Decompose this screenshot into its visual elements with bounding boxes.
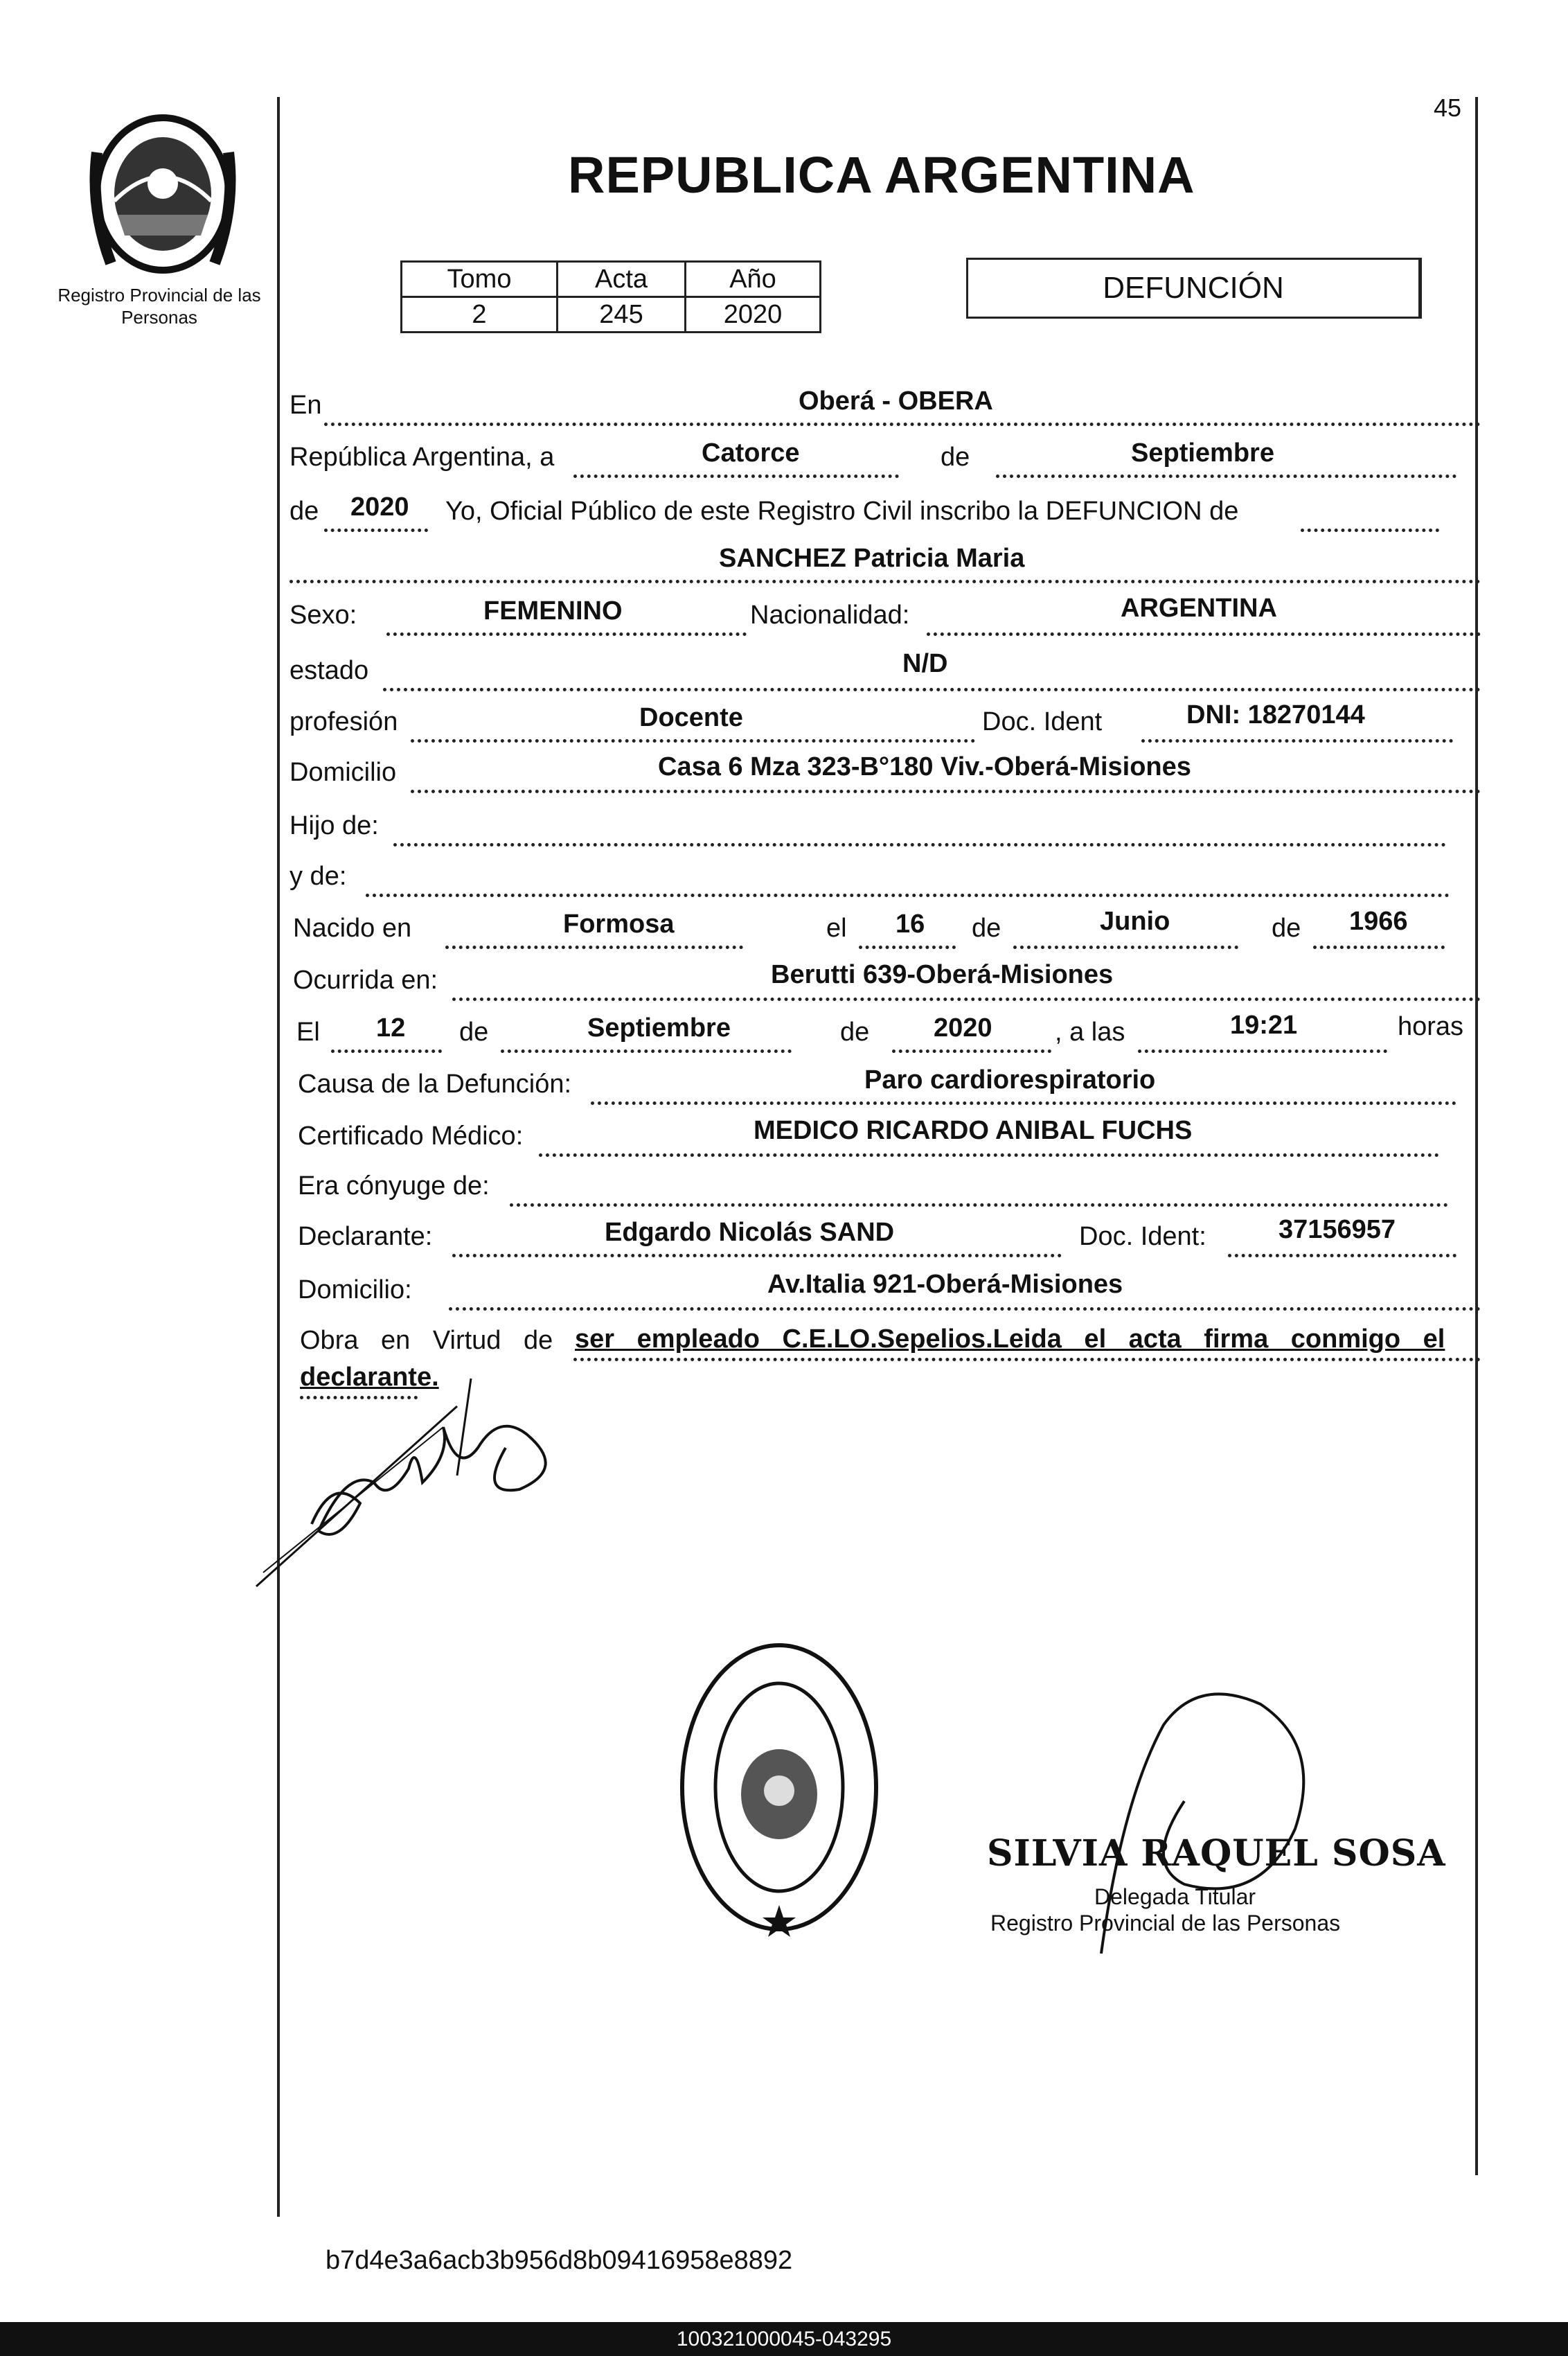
el-label: el [826, 914, 847, 943]
born-place: Formosa [563, 910, 675, 939]
born-month: Junio [1100, 907, 1170, 936]
dotted-line [1313, 946, 1445, 949]
de-label: de [459, 1018, 489, 1047]
spouse-label: Era cónyuge de: [298, 1171, 490, 1201]
virtue-line-1: ser empleado C.E.LO.Sepelios.Leida el acta firma conmigo el [575, 1325, 1445, 1354]
row-occurred [289, 959, 1481, 1001]
dotted-line [1301, 529, 1439, 532]
born-year: 1966 [1349, 907, 1408, 936]
de-label: de [840, 1018, 870, 1047]
occurred-label: Ocurrida en: [293, 966, 438, 995]
official-seal [675, 1635, 883, 1940]
certificate-label: Certificado Médico: [298, 1122, 524, 1151]
dotted-line [452, 998, 1481, 1001]
row-father [289, 805, 1481, 847]
declarant-doc-value: 37156957 [1279, 1215, 1396, 1244]
registry-caption: Registro Provincial de las Personas [57, 285, 261, 328]
row-declarant [289, 1216, 1481, 1257]
horas-label: horas [1398, 1012, 1464, 1041]
place-value: Oberá - OBERA [799, 387, 993, 416]
row-virtue [289, 1320, 1481, 1361]
dotted-line [501, 1049, 792, 1053]
declarant-domicile-value: Av.Italia 921-Oberá-Misiones [767, 1270, 1123, 1299]
de-label: de [1272, 914, 1301, 943]
declarant-doc-label: Doc. Ident: [1079, 1222, 1206, 1251]
en-label: En [289, 391, 322, 420]
death-year: 2020 [934, 1013, 992, 1043]
dotted-line [445, 946, 743, 949]
tomo-header: Tomo [402, 262, 558, 297]
dotted-line [411, 790, 1481, 793]
father-label: Hijo de: [289, 811, 379, 840]
dotted-line [510, 1203, 1448, 1207]
dotted-line [859, 946, 956, 949]
death-day: 12 [376, 1013, 406, 1043]
page-title: REPUBLICA ARGENTINA [568, 146, 1195, 204]
sex-value: FEMENINO [483, 596, 623, 626]
row-statement [289, 490, 1481, 532]
official-office: Registro Provincial de las Personas [990, 1911, 1341, 1936]
row-declarant-domicile [289, 1269, 1481, 1311]
dotted-line [573, 475, 899, 478]
dotted-line [393, 843, 1446, 847]
month-text: Septiembre [1131, 439, 1274, 468]
cause-value: Paro cardiorespiratorio [864, 1065, 1156, 1095]
row-profession [289, 701, 1481, 743]
sex-label: Sexo: [289, 601, 357, 630]
dotted-line [366, 894, 1450, 897]
dotted-line [411, 739, 975, 743]
acta-header: Acta [558, 262, 686, 297]
certificate-value: MEDICO RICARDO ANIBAL FUCHS [754, 1116, 1193, 1145]
row-sex-nationality [289, 594, 1481, 636]
dotted-line [591, 1101, 1456, 1105]
alas-label: , a las [1055, 1018, 1125, 1047]
dotted-line [1138, 1049, 1387, 1053]
reference-table [400, 260, 821, 333]
born-label: Nacido en [293, 914, 412, 943]
day-text: Catorce [702, 439, 800, 468]
row-cause [289, 1063, 1481, 1105]
domicile-label: Domicilio [289, 758, 397, 787]
dotted-line [892, 1049, 1051, 1053]
born-day: 16 [896, 910, 925, 939]
row-time [289, 1011, 1481, 1053]
row-birth [289, 907, 1481, 949]
dotted-line [1228, 1254, 1456, 1257]
mother-label: y de: [289, 862, 347, 891]
de-label: de [289, 497, 319, 526]
row-name [289, 542, 1481, 583]
dotted-line [927, 632, 1481, 636]
dotted-line [386, 632, 747, 636]
province-logo [83, 111, 242, 284]
row-spouse [289, 1165, 1481, 1207]
country-label: República Argentina, a [289, 443, 555, 472]
dotted-line [324, 423, 1481, 426]
profession-label: profesión [289, 707, 398, 736]
declarant-signature [249, 1365, 596, 1600]
cause-label: Causa de la Defunción: [298, 1070, 572, 1099]
estado-value: N/D [902, 649, 948, 678]
dotted-line [539, 1153, 1439, 1157]
dotted-line [1013, 946, 1238, 949]
profession-value: Docente [639, 703, 743, 732]
domicile-value: Casa 6 Mza 323-B°180 Viv.-Oberá-Misiones [658, 752, 1191, 781]
ano-header: Año [686, 262, 821, 297]
dotted-line [383, 688, 1481, 691]
document-hash: b7d4e3a6acb3b956d8b09416958e8892 [326, 2246, 793, 2275]
page-number: 45 [1434, 94, 1462, 122]
official-name: SILVIA RAQUEL SOSA [987, 1832, 1446, 1875]
occurred-place: Berutti 639-Oberá-Misiones [771, 960, 1114, 989]
row-estado [289, 650, 1481, 691]
dotted-line [331, 1049, 442, 1053]
ano-value: 2020 [686, 297, 821, 333]
declarant-value: Edgardo Nicolás SAND [605, 1218, 895, 1247]
nationality-label: Nacionalidad: [750, 601, 910, 630]
row-domicile [289, 752, 1481, 793]
dotted-line [1141, 739, 1453, 743]
de-label: de [972, 914, 1001, 943]
document-id: 100321000045-043295 [0, 2322, 1568, 2356]
row-place [289, 384, 1481, 426]
el-label: El [296, 1018, 320, 1047]
row-date [289, 436, 1481, 478]
death-month: Septiembre [587, 1013, 731, 1043]
estado-label: estado [289, 656, 369, 685]
virtue-prefix: Obra en Virtud de [300, 1326, 553, 1355]
dotted-line [289, 580, 1481, 583]
row-mother [289, 856, 1481, 897]
dotted-line [996, 475, 1456, 478]
row-certificate [289, 1115, 1481, 1157]
left-margin-line [277, 97, 280, 2217]
doc-value: DNI: 18270144 [1186, 700, 1365, 729]
virtue-line-2: declarante. [300, 1363, 439, 1392]
document-type: DEFUNCIÓN [1103, 271, 1284, 305]
declarant-label: Declarante: [298, 1222, 433, 1251]
year-value: 2020 [350, 493, 409, 522]
doc-label: Doc. Ident [982, 707, 1103, 736]
tomo-value: 2 [402, 297, 558, 333]
dotted-line [449, 1307, 1481, 1311]
dotted-line [324, 529, 428, 532]
declarant-domicile-label: Domicilio: [298, 1275, 412, 1304]
statement-text: Yo, Oficial Público de este Registro Civil inscribo la DEFUNCION de [445, 497, 1239, 526]
acta-value: 245 [558, 297, 686, 333]
nationality-value: ARGENTINA [1121, 594, 1277, 623]
de-label: de [941, 443, 970, 472]
death-time: 19:21 [1230, 1011, 1298, 1040]
deceased-name: SANCHEZ Patricia Maria [719, 544, 1025, 573]
dotted-line [452, 1254, 1062, 1257]
official-title: Delegada Titular [1094, 1884, 1256, 1909]
document-type-box [966, 258, 1422, 319]
